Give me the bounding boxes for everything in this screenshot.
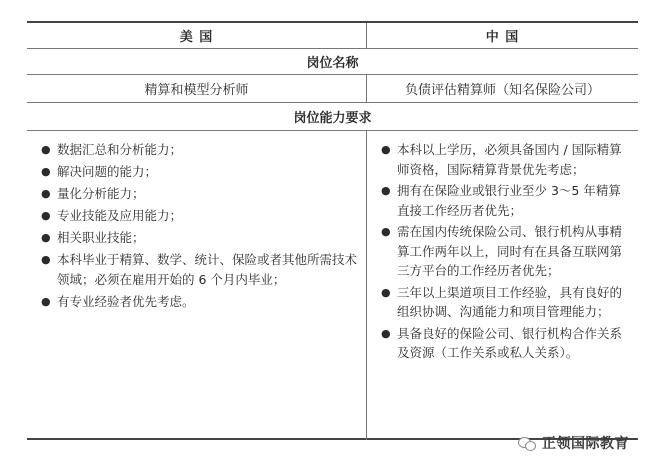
list-item — [379, 181, 632, 220]
bullet-icon: ● — [41, 187, 51, 200]
header-usa: 美 国 — [27, 23, 367, 48]
list-item-text: 数据汇总和分析能力； — [57, 142, 183, 157]
list-item-text: 量化分析能力； — [57, 186, 145, 201]
bullet-icon: ● — [381, 285, 391, 299]
bullet-icon: ● — [381, 184, 391, 197]
list-item — [39, 184, 360, 204]
requirements-usa-column — [27, 131, 367, 440]
requirements-section-heading: 岗位能力要求 — [293, 111, 372, 126]
bullet-icon: ● — [41, 165, 51, 178]
list-item — [39, 206, 360, 226]
list-item-text: 相关职业技能； — [57, 230, 145, 245]
requirements-body-row — [27, 131, 638, 440]
list-item — [39, 292, 360, 312]
list-item — [39, 162, 360, 182]
list-item — [39, 250, 360, 290]
requirements-usa-list — [39, 140, 360, 312]
requirements-section-row — [27, 103, 638, 131]
bullet-icon: ● — [381, 326, 391, 340]
list-item — [379, 283, 632, 322]
watermark — [518, 433, 629, 453]
list-item — [39, 228, 360, 248]
list-item-text: 本科毕业于精算、数学、统计、保险或者其他所需技术领域；必须在雇用开始的 6 个月内毕业； — [57, 252, 358, 287]
list-item — [379, 140, 632, 179]
bullet-icon: ● — [381, 143, 391, 156]
list-item-text: 有专业经验者优先考虑。 — [57, 294, 195, 309]
watermark-text: 正领国际教育 — [542, 436, 629, 452]
job-title-row — [27, 75, 638, 103]
list-item-text: 三年以上渠道项目工作经验，具有良好的组织协调、沟通能力和项目管理能力； — [397, 284, 623, 319]
list-item-text: 拥有在保险业或银行业至少 3～5 年精算直接工作经历者优先； — [397, 183, 621, 218]
job-title-section-row — [27, 49, 638, 75]
header-row — [27, 23, 638, 49]
requirements-china-list — [379, 140, 632, 363]
job-title-usa: 精算和模型分析师 — [27, 75, 367, 102]
bullet-icon: ● — [41, 231, 51, 244]
list-item-text: 本科以上学历，必须具备国内 / 国际精算师资格，国际精算背景优先考虑； — [397, 142, 622, 177]
comparison-table — [27, 21, 638, 440]
header-china: 中 国 — [485, 30, 520, 45]
job-title-section-heading: 岗位名称 — [306, 56, 359, 71]
list-item-text: 解决问题的能力； — [57, 164, 158, 179]
wechat-icon — [518, 435, 536, 451]
job-title-china: 负债评估精算师（知名保险公司） — [404, 83, 600, 98]
requirements-china-column — [367, 131, 638, 440]
bullet-icon: ● — [381, 225, 391, 238]
list-item-text: 需在国内传统保险公司、银行机构从事精算工作两年以上，同时有在具备互联网第三方平台的工作经历者优先； — [397, 224, 623, 278]
list-item — [379, 222, 632, 281]
bullet-icon: ● — [41, 209, 51, 222]
bullet-icon: ● — [41, 253, 51, 266]
list-item — [39, 140, 360, 160]
list-item-text: 具备良好的保险公司、银行机构合作关系及资源（工作关系或私人关系）。 — [397, 325, 623, 360]
bullet-icon: ● — [41, 295, 51, 308]
bullet-icon: ● — [41, 143, 51, 156]
list-item-text: 专业技能及应用能力； — [57, 208, 183, 223]
list-item — [379, 324, 632, 363]
